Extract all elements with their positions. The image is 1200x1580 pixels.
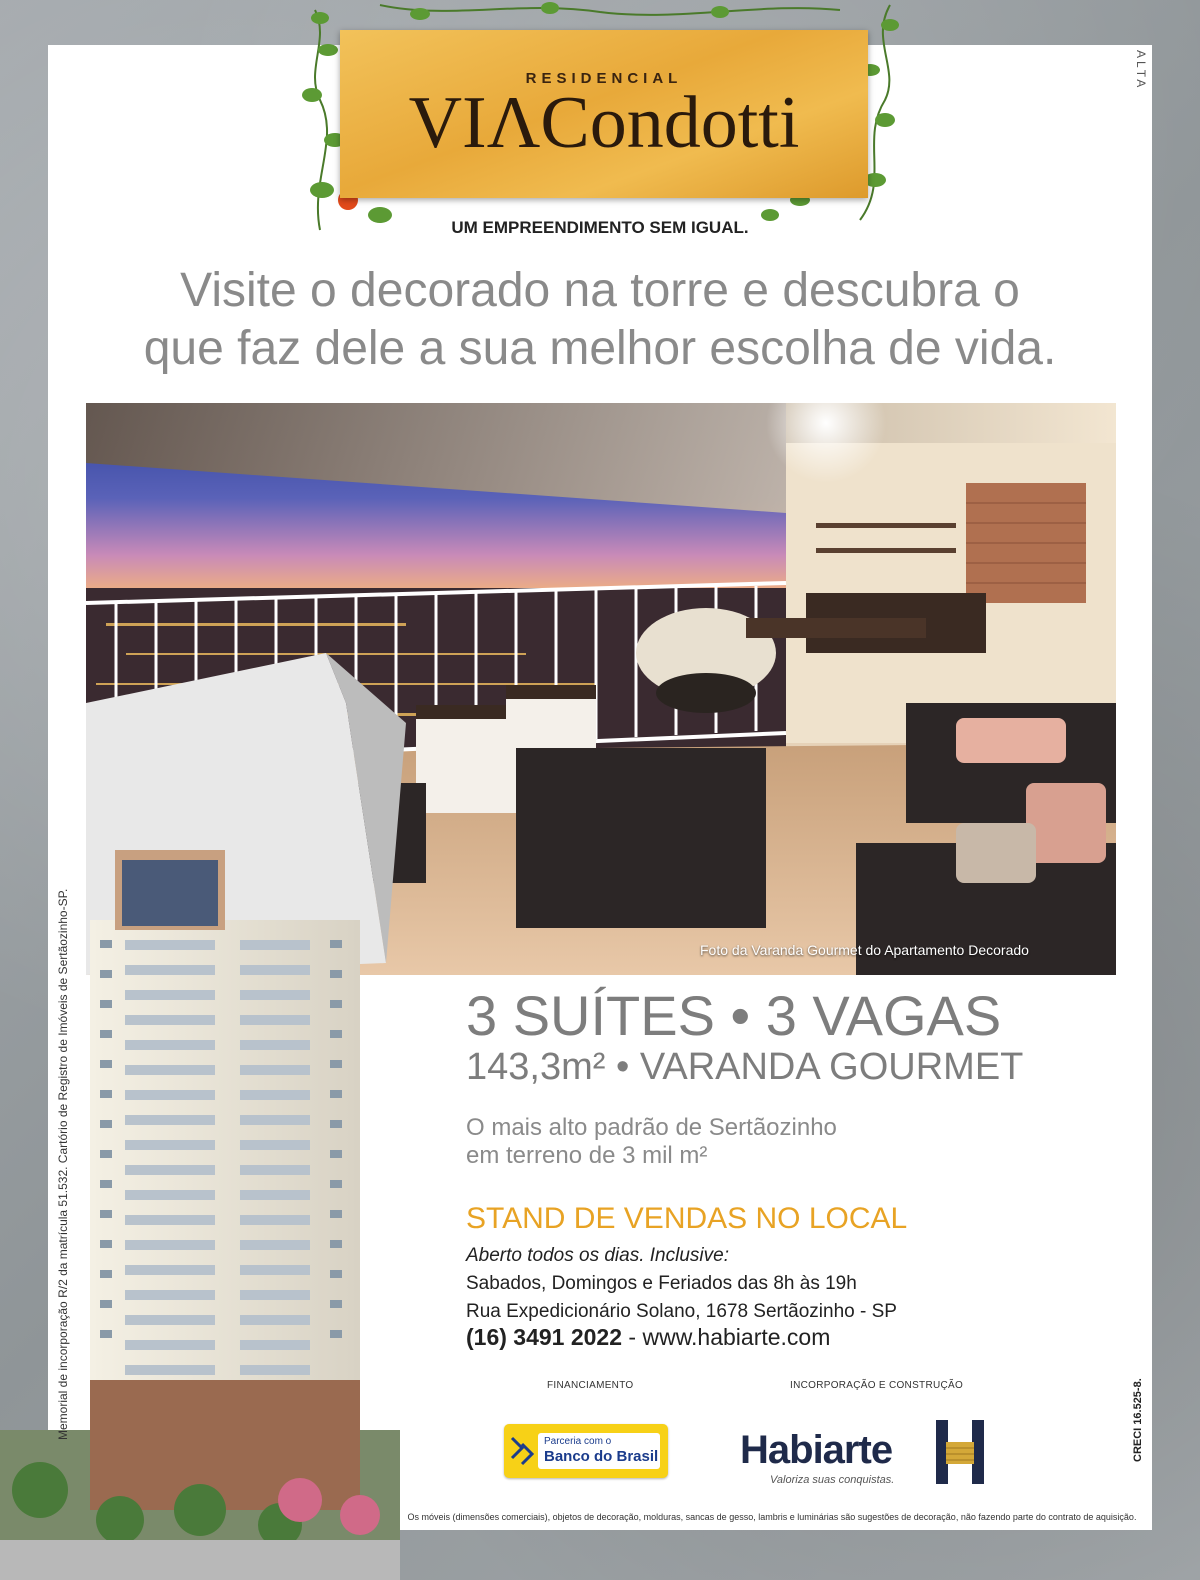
contact-separator: - [622,1324,643,1350]
photo-caption: Foto da Varanda Gourmet do Apartamento Decorado [700,942,1029,958]
financing-label: FINANCIAMENTO [547,1380,634,1391]
habiarte-h-icon [936,1420,984,1484]
bank-partnership-label: Parceria com o [544,1436,612,1447]
contact-line [466,1324,830,1351]
tagline: UM EMPREENDIMENTO SEM IGUAL. [451,218,749,237]
phone-number: (16) 3491 2022 [466,1324,623,1350]
disclaimer: Os móveis (dimensões comerciais), objetos de decoração, molduras, sancas de gesso, lambris e luminárias são sugestões de decoração, não fazendo parte do contrato de aquisição. [407,1512,1137,1522]
stand-hours-intro: Aberto todos os dias. Inclusive: [466,1245,729,1266]
logo-via-condotti: VIΛCondotti [408,82,800,164]
logo-board [340,30,868,198]
stand-address: Rua Expedicionário Solano, 1678 Sertãozinho - SP [466,1301,897,1322]
builder-label: INCORPORAÇÃO E CONSTRUÇÃO [790,1380,964,1391]
habiarte-logo: Habiarte [740,1428,893,1472]
alta-mark: ALTA [1134,50,1148,91]
registration-note: Memorial de incorporação R/2 da matrícula 51.532. Cartório de Registro de Imóveis de Sertãozinho-SP. [56,888,70,1440]
bank-emblem-icon [510,1434,536,1468]
description-line-2: em terreno de 3 mil m² [466,1142,708,1169]
spec-area-varanda: 143,3m² • VARANDA GOURMET [466,1046,1024,1088]
logo-residencial: RESIDENCIAL [525,70,683,87]
stand-info [466,1242,897,1326]
bank-name: Banco do Brasil [544,1448,659,1465]
stand-title: STAND DE VENDAS NO LOCAL [466,1202,908,1235]
spec-suites-vagas: 3 SUÍTES • 3 VAGAS [466,984,1002,1047]
headline [0,262,1200,378]
description-line-1: O mais alto padrão de Sertãozinho [466,1114,837,1141]
headline-line-2: que faz dele a sua melhor escolha de vida. [143,322,1057,375]
website-link[interactable]: www.habiarte.com [642,1324,831,1350]
stand-hours: Sabados, Domingos e Feriados das 8h às 19h [466,1273,857,1294]
banco-do-brasil-logo [504,1424,668,1478]
headline-line-1: Visite o decorado na torre e descubra o [180,264,1020,317]
creci-number: CRECI 16.525-8. [1132,1378,1144,1462]
habiarte-slogan: Valoriza suas conquistas. [770,1474,895,1486]
description [466,1114,837,1170]
